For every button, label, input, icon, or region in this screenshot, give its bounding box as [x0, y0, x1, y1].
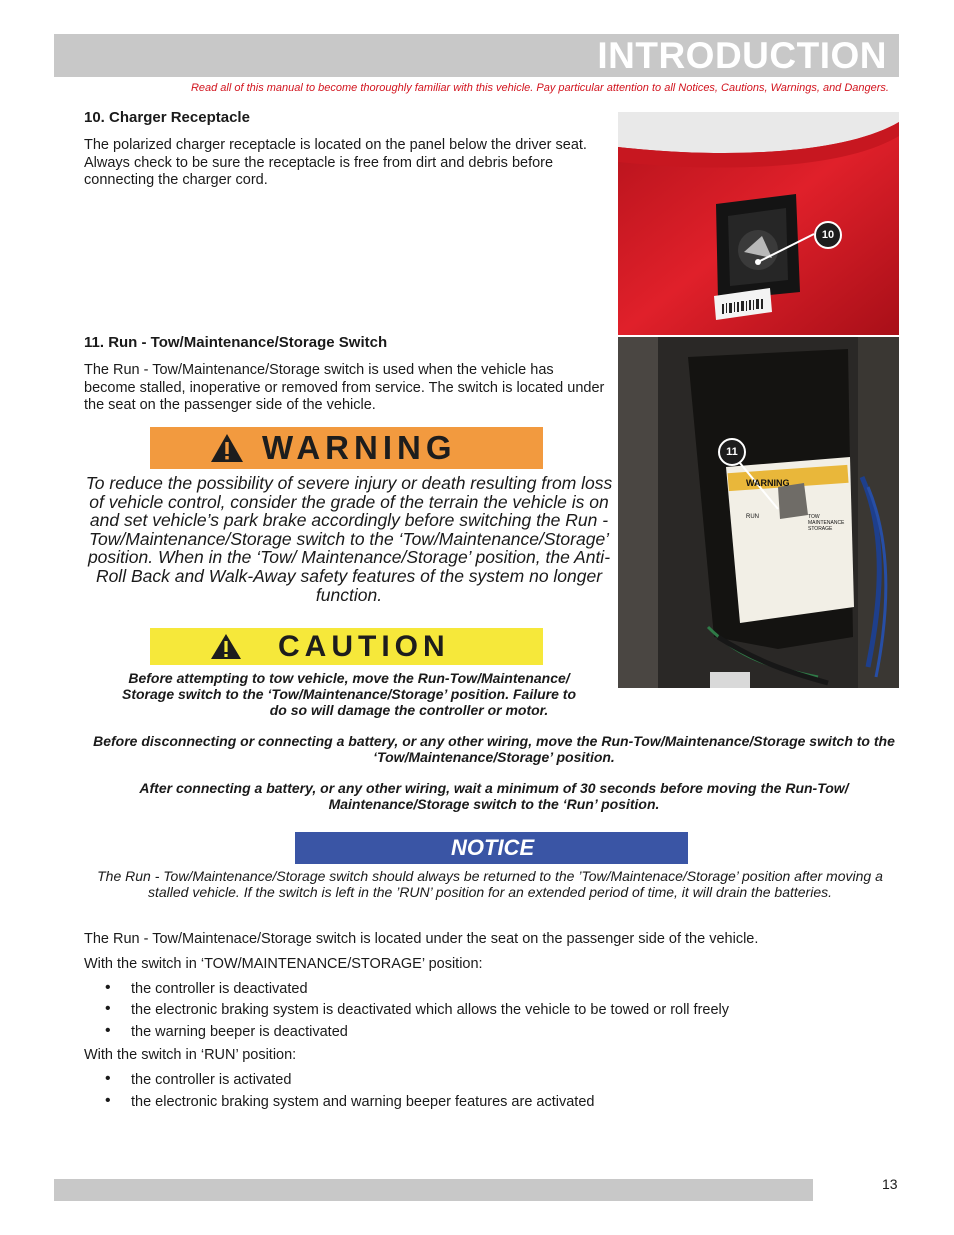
tow-switch-photo	[618, 337, 899, 688]
page-title: INTRODUCTION	[597, 35, 887, 76]
bullet-icon: •	[105, 1092, 111, 1109]
callout-11: 11	[718, 438, 746, 466]
warning-text: To reduce the possibility of severe injury or death resulting from loss of vehicle control, consider the grade of the terrain the vehicle is on and set vehicle’s park brake accordingly before switching the Run - Tow/Maintenance/Storage switch to the ‘Tow/Maintenance/Storage’ position. When in the ‘Tow/ Maintenance/Storage’ position, the Anti-Roll Back and Walk-Away safety features of the system no longer function.	[85, 473, 613, 605]
intro-note: Read all of this manual to become thoroughly familiar with this vehicle. Pay particular attention to all Notices, Cautions, Warnings, and Dangers.	[190, 82, 889, 94]
section-10-body: The polarized charger receptacle is located on the panel below the driver seat. Always check to be sure the receptacle is free from dirt and debris before connecting the charger cord.	[84, 137, 587, 188]
photo-tow-label: TOW MAINTENANCE STORAGE	[808, 514, 845, 532]
bullet-icon: •	[105, 1000, 111, 1017]
warning-label: WARNING	[262, 429, 457, 466]
warning-triangle-icon	[210, 433, 244, 463]
caution-triangle-icon	[210, 633, 242, 660]
footer-bar	[54, 1179, 813, 1201]
notice-label: NOTICE	[451, 835, 535, 860]
caution-line-1: Before attempting to tow vehicle, move the Run-Tow/Maintenance/	[128, 670, 570, 686]
section-11-body: The Run - Tow/Maintenance/Storage switch is used when the vehicle has become stalled, inoperative or removed from service. The switch is located under the seat on the passenger side of the vehicle.	[84, 362, 605, 413]
callout-10: 10	[814, 221, 842, 249]
warning-sign	[150, 427, 543, 469]
charger-receptacle-photo	[618, 112, 899, 335]
notice-text: The Run - Tow/Maintenance/Storage switch should always be returned to the ’Tow/Maintenace/Storage’ position after moving a stalled vehicle. If the switch is left in the ’RUN’ position for an extended period of time, it will drain the batteries.	[97, 868, 883, 900]
caution-sign	[150, 628, 543, 665]
notice-sign	[295, 832, 688, 864]
section-11-heading: 11. Run - Tow/Maintenance/Storage Switch	[84, 334, 388, 351]
caution-para-3: After connecting a battery, or any other wiring, wait a minimum of 30 seconds before moving the Run-Tow/ Maintenance/Storage switch to the ‘Run’ position.	[139, 780, 849, 812]
bullet-icon: •	[105, 1070, 111, 1087]
header-bar	[54, 34, 899, 77]
run-position-intro: With the switch in ‘RUN’ position:	[84, 1047, 297, 1063]
caution-para-2: Before disconnecting or connecting a battery, or any other wiring, move the Run-Tow/Maintenance/Storage switch to the ‘Tow/Maintenance/Storage’ position.	[93, 733, 895, 765]
page-number: 13	[882, 1176, 898, 1192]
bullet-icon: •	[105, 979, 111, 996]
caution-label: CAUTION	[278, 630, 450, 663]
caution-line-3: do so will damage the controller or motor.	[269, 702, 549, 718]
bullet-icon: •	[105, 1022, 111, 1039]
caution-line-2: Storage switch to the ‘Tow/Maintenance/Storage’ position. Failure to	[121, 686, 576, 702]
tow-position-intro: With the switch in ‘TOW/MAINTENANCE/STORAGE’ position:	[84, 956, 483, 972]
photo-warning-label: WARNING	[746, 478, 790, 488]
photo-run-label: RUN	[746, 514, 759, 520]
section-10-heading: 10. Charger Receptacle	[84, 109, 250, 126]
switch-location-text: The Run - Tow/Maintenace/Storage switch is located under the seat on the passenger side of the vehicle.	[84, 931, 759, 947]
